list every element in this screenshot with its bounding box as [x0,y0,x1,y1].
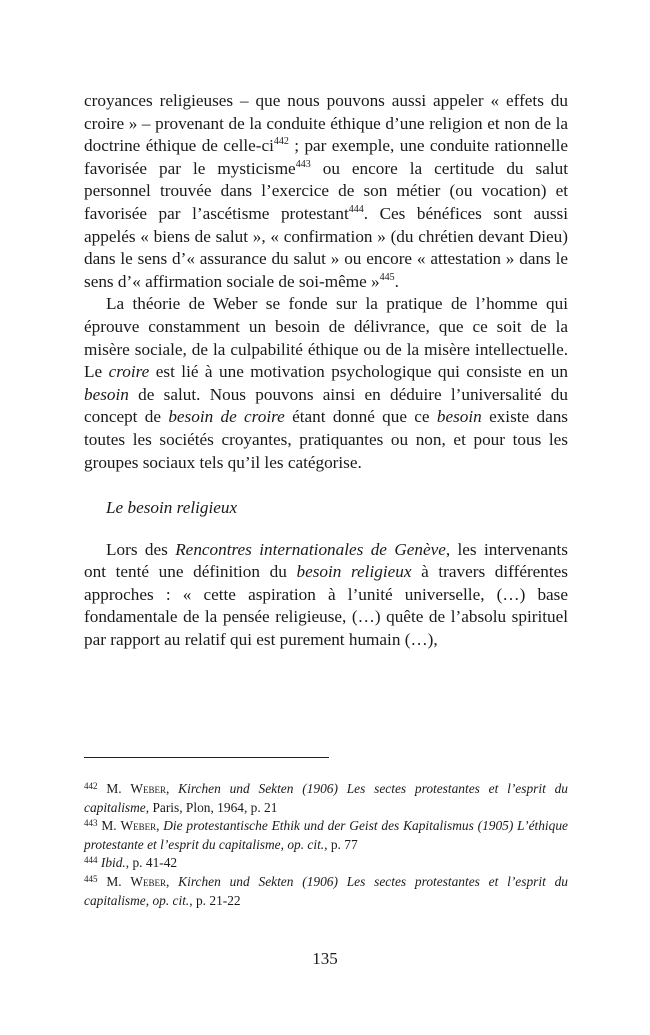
footnote-ref-443[interactable]: 443 [295,158,311,170]
body-text [84,90,568,652]
paragraph-1: croyances religieuses – que nous pouvons aussi appeler « effets du croire » – provenant de la conduite éthique d’une religion et non de la doctrine éthique de celle-$ci^{442}$ ; par exemple, une conduite rationnelle favorisée par le mysticisme$^{443}$ ou encore la certitude du salut personnel trouvée dans l’exercice de son métier (ou vocation) et favorisée par l’ascétisme protestant$^{444}$. Ces bénéfices sont aussi appelés « biens de salut », « confirmation » (du chrétien devant Dieu) dans le sens d’« assurance du salut » ou encore « attestation » dans le sens d’« affirmation sociale de soi-même »$^{445}$. [84,91,568,291]
page-number: 135 [312,949,338,968]
footnote-444: $^{444}$ Ibid., p. 41-42 [84,855,178,871]
footnote-ref-442[interactable]: 442 [273,136,289,148]
footnotes [84,780,568,910]
section-subheading: Le besoin religieux [106,498,238,518]
footnote-445: $^{445}$ M. Weber, Kirchen und Sekten (1906) Les sectes protestantes et l’esprit du capitalisme, op. cit., p. 21-22 [84,873,569,908]
footnote-ref-444[interactable]: 444 [348,203,364,215]
footnote-ref-445[interactable]: 445 [379,271,395,283]
footnote-442: $^{442}$ M. Weber, Kirchen und Sekten (1906) Les sectes protestantes et l’esprit du capitalisme, Paris, Plon, 1964, p. 21 [84,781,569,815]
footnote-443: $^{443}$ M. Weber, Die protestantische Ethik und der Geist des Kapitalismus (1905) L’éthique protestante et l’esprit du capitalisme, op. cit., p. 77 [84,818,568,852]
footnote-separator [84,757,329,758]
paragraph-3: Lors des Rencontres internationales de Genève, les intervenants ont tenté une définition du besoin religieux à travers différentes approches : « cette aspiration à l’unité universelle, (…) base fondamentale de la pensée religieuse, (…) quête de l’absolu spirituel par rapport au relatif qui est purement humain (…), [84,539,568,650]
paragraph-2: La théorie de Weber se fonde sur la pratique de l’homme qui éprouve constamment un besoin de délivrance, que ce soit de la misère sociale, de la culpabilité éthique ou de la misère intellectuelle. Le croire est lié à une motivation psychologique qui consiste en un besoin de salut. Nous pouvons ainsi en déduire l’universalité du concept de besoin de croire étant donné que ce besoin existe dans toutes les sociétés croyantes, pratiquantes ou non, et pour tous les groupes sociaux tels qu’il les catégorise. [84,294,568,472]
